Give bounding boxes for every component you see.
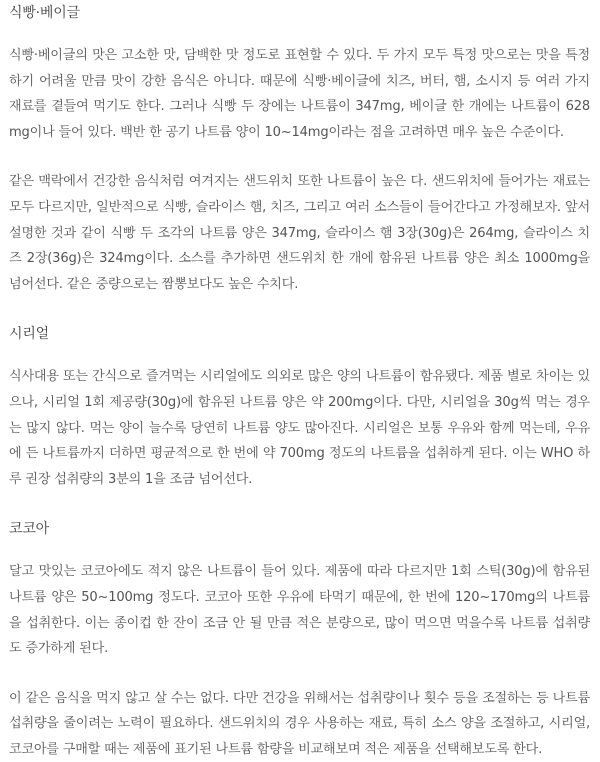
spacer bbox=[9, 492, 590, 516]
spacer bbox=[9, 297, 590, 321]
paragraph-cereal-1: 식사대용 또는 간식으로 즐겨먹는 시리얼에도 의외로 많은 양의 나트륨이 함유됐다. 제품 별로 차이는 있으나, 시리얼 1회 제공량(30g)에 함유된 나트륨 양은 약 200mg이다. 다만, 시리얼을 30g씩 먹는 경우는 많지 않다. 먹는 양이 늘수록 당연히 나트륨 양도 많아진다. 시리얼은 보통 우유와 함께 먹는데, 우유에 든 나트륨까지 더하면 평균적으로 한 번에 약 700mg 정도의 나트륨을 섭취하게 된다. 이는 WHO 하루 권장 섭취량의 3분의 1을 조금 넘어선다. bbox=[9, 369, 590, 487]
section-heading-cereal: 시리얼 bbox=[9, 326, 49, 343]
section-heading-cocoa: 코코아 bbox=[9, 521, 49, 538]
spacer bbox=[9, 25, 590, 43]
spacer bbox=[9, 662, 590, 686]
section-heading-bread-bagel: 식빵·베이글 bbox=[9, 5, 80, 21]
paragraph-bread-bagel-1: 식빵·베이글의 맛은 고소한 맛, 담백한 맛 정도로 표현할 수 있다. 두 가지 모두 특정 맛으로는 맛을 특정하기 어려울 만큼 맛이 강한 음식은 아니다. 때문에 식빵·베이글에 치즈, 버터, 햄, 소시지 등 여러 가지 재료를 곁들여 먹기도 한다. 그러나 식빵 두 장에는 나트륨이 347mg, 베이글 한 개에는 나트륨이 628mg이나 들어 있다. 백반 한 공기 나트륨 양이 10~14mg이라는 점을 고려하면 매우 높은 수준이다. bbox=[9, 48, 590, 140]
spacer bbox=[9, 145, 590, 169]
spacer bbox=[9, 541, 590, 559]
spacer bbox=[9, 346, 590, 364]
paragraph-cocoa-1: 달고 맛있는 코코아에도 적지 않은 나트륨이 들어 있다. 제품에 따라 다르지만 1회 스틱(30g)에 함유된 나트륨 양은 50~100mg 정도다. 코코아 또한 우유에 타먹기 때문에, 한 번에 120~170mg의 나트륨을 섭취한다. 이는 종이컵 한 잔이 조금 안 될 만큼 적은 분량으로, 많이 먹으면 먹을수록 나트륨 섭취량도 증가하게 된다. bbox=[9, 564, 590, 657]
paragraph-bread-bagel-2: 같은 맥락에서 건강한 음식처럼 여겨지는 샌드위치 또한 나트륨이 높은 다. 샌드위치에 들어가는 재료는 모두 다르지만, 일반적으로 식빵, 슬라이스 햄, 치즈, 그리고 여러 소스들이 들어간다고 가정해보자. 앞서 설명한 것과 같이 식빵 두 조각의 나트륨 양은 347mg, 슬라이스 햄 3장(30g)은 264mg, 슬라이스 치즈 2장(36g)은 324mg이다. 소스를 추가하면 샌드위치 한 개에 함유된 나트륨 양은 최소 1000mg을 넘어선다. 같은 중량으로는 짬뽕보다도 높은 수치다. bbox=[9, 174, 590, 292]
paragraph-conclusion: 이 같은 음식을 먹지 않고 살 수는 없다. 다만 건강을 위해서는 섭취량이나 횟수 등을 조절하는 등 나트륨 섭취량을 줄이려는 노력이 필요하다. 샌드위치의 경우 사용하는 재료, 특히 소스 양을 조절하고, 시리얼, 코코아를 구매할 때는 제품에 표기된 나트륨 함량을 비교해보며 적은 제품을 선택해보도록 한다. bbox=[9, 690, 590, 757]
